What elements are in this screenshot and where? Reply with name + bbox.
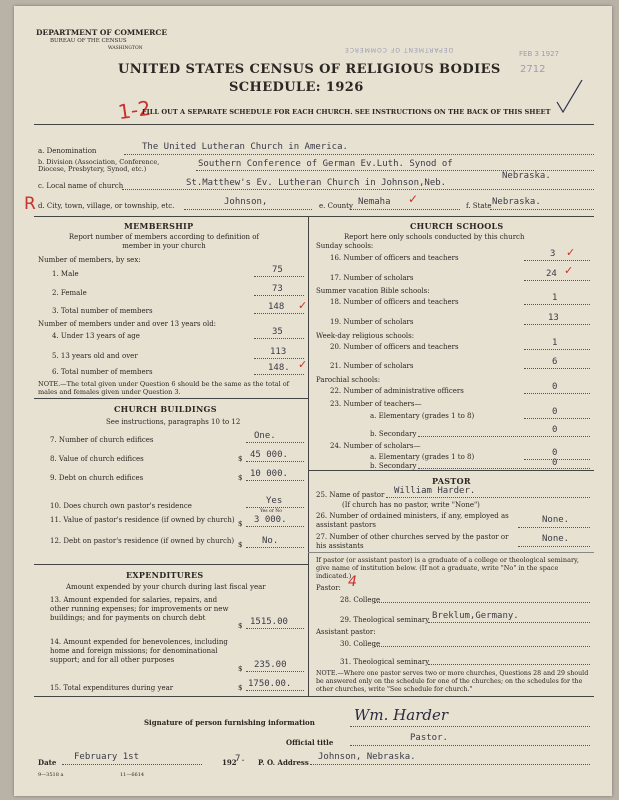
membership-heading: MEMBERSHIP	[124, 221, 194, 231]
red-r-mark: R	[24, 194, 36, 214]
buildings-heading: CHURCH BUILDINGS	[114, 404, 217, 414]
q28-line	[374, 602, 590, 603]
state-line	[490, 209, 594, 210]
expenditures-note: Amount expended by your church during last fiscal year	[66, 583, 266, 591]
q16-value: 3	[550, 249, 556, 259]
pastor-rule	[308, 470, 594, 471]
q31-line	[428, 664, 590, 665]
male-label: 1. Male	[52, 270, 79, 278]
census-schedule-page	[14, 6, 612, 796]
over13-label: 5. 13 years old and over	[52, 352, 138, 360]
local-name-line	[122, 189, 594, 190]
weekday-schools-label: Week-day religious schools:	[316, 332, 415, 340]
county-value: Nemaha	[358, 197, 391, 207]
q8-line	[246, 461, 304, 462]
q31-label: 31. Theological seminary	[340, 658, 430, 666]
q25-line	[386, 497, 590, 498]
center-divider	[308, 216, 309, 696]
signature-label: Signature of person furnishing information	[144, 718, 315, 727]
q12-label: 12. Debt on pastor's residence (if owned by church)	[50, 537, 235, 545]
department-title: DEPARTMENT OF COMMERCE	[36, 28, 168, 37]
q27-label: 27. Number of other churches served by the pastor or his assistants	[316, 533, 509, 550]
membership-footnote: NOTE.—The total given under Question 6 should be the same as the total of males and females given under Question 3.	[38, 380, 290, 396]
q23b-value: 0	[552, 425, 558, 435]
q18-value: 1	[552, 293, 558, 303]
q19-line	[524, 324, 590, 325]
q29-line	[428, 622, 590, 623]
form-title: UNITED STATES CENSUS OF RELIGIOUS BODIES	[118, 62, 501, 77]
q13-line	[246, 628, 304, 629]
membership-note: Report number of members according to definition of member in your church	[68, 233, 260, 250]
q27-value: None.	[542, 534, 570, 544]
total-members-label: 3. Total number of members	[52, 307, 153, 315]
sunday-schools-label: Sunday schools:	[316, 242, 374, 250]
under13-line	[254, 338, 304, 339]
q24a-value: 0	[552, 448, 558, 458]
form-number: 9—3518 a	[38, 772, 64, 778]
po-line	[310, 764, 590, 765]
year-prefix: 192	[222, 758, 237, 767]
parochial-schools-label: Parochial schools:	[316, 376, 381, 384]
q24-label: 24. Number of scholars—	[330, 442, 421, 450]
table-bottom-rule	[34, 696, 594, 697]
header-rule	[34, 124, 594, 125]
po-address-label: P. O. Address	[258, 758, 309, 767]
q18-label: 18. Number of officers and teachers	[330, 298, 459, 306]
under13-label: 4. Under 13 years of age	[52, 332, 140, 340]
q23b-line	[418, 436, 590, 437]
male-line	[254, 276, 304, 277]
q10-label: 10. Does church own pastor's residence	[50, 502, 192, 510]
q11-dollar: $	[238, 520, 243, 528]
q7-label: 7. Number of church edifices	[50, 436, 154, 444]
schools-heading: CHURCH SCHOOLS	[410, 221, 504, 231]
q10-line	[246, 507, 304, 508]
female-value: 73	[272, 284, 283, 294]
graduate-note: If pastor (or assistant pastor) is a graduate of a college or theological seminary, give name of institution below. (If not a graduate, write "No" in the space indicated.)	[316, 556, 579, 580]
q9-label: 9. Debt on church edifices	[50, 474, 144, 482]
summer-schools-label: Summer vacation Bible schools:	[316, 287, 430, 295]
q16-label: 16. Number of officers and teachers	[330, 254, 459, 262]
q26-value: None.	[542, 515, 570, 525]
over13-value: 113	[270, 347, 287, 357]
q20-value: 1	[552, 338, 558, 348]
date-value: February 1st	[74, 752, 140, 762]
q7-value: One.	[254, 431, 276, 441]
q11-label: 11. Value of pastor's residence (if owned by church)	[50, 516, 235, 524]
q26-line	[518, 527, 590, 528]
denomination-line	[124, 154, 594, 155]
q13-value: 1515.00	[250, 617, 288, 627]
total-line	[254, 313, 304, 314]
q19-label: 19. Number of scholars	[330, 318, 414, 326]
bureau-title: BUREAU OF THE CENSUS	[50, 38, 127, 44]
q20-line	[524, 349, 590, 350]
instruction-line: FILL OUT A SEPARATE SCHEDULE FOR EACH CHURCH. SEE INSTRUCTIONS ON THE BACK OF THIS SHEET	[142, 108, 551, 116]
q13-dollar: $	[238, 622, 243, 630]
q27-line	[518, 546, 590, 547]
q24b-line	[418, 468, 590, 469]
total6-line	[254, 374, 304, 375]
q22-line	[524, 393, 590, 394]
pastor-sub-label: Pastor:	[316, 584, 341, 592]
official-title-value: Pastor.	[410, 733, 448, 743]
sex-label: Number of members, by sex:	[38, 256, 141, 264]
division-value-continued: Nebraska.	[502, 171, 551, 181]
q23-label: 23. Number of teachers—	[330, 400, 422, 408]
city-value: Johnson,	[224, 197, 268, 207]
q9-dollar: $	[238, 474, 243, 482]
q20-label: 20. Number of officers and teachers	[330, 343, 459, 351]
q25-label: 25. Name of pastor	[316, 491, 385, 499]
q12-dollar: $	[238, 541, 243, 549]
received-stamp-date: FEB 3 1927	[519, 50, 559, 58]
q12-line	[246, 547, 304, 548]
state-value: Nebraska.	[492, 197, 541, 207]
local-name-label: c. Local name of church	[38, 182, 124, 190]
female-label: 2. Female	[52, 289, 87, 297]
city-town-label: d. City, town, village, or township, etc.	[38, 202, 175, 210]
q30-line	[374, 646, 590, 647]
red-handwritten-mark: 1-2	[116, 95, 153, 125]
q15-dollar: $	[238, 684, 243, 692]
signature: Wm. Harder	[354, 706, 449, 724]
q8-dollar: $	[238, 455, 243, 463]
division-value: Southern Conference of German Ev.Luth. Synod of	[198, 159, 453, 169]
check-mark-icon	[554, 78, 584, 118]
q14-dollar: $	[238, 665, 243, 673]
q23a-line	[524, 418, 590, 419]
q23b-label: b. Secondary	[370, 430, 417, 438]
q25-note: (If church has no pastor, write "None")	[342, 501, 480, 509]
received-stamp-number: 2712	[520, 64, 546, 75]
q15-line	[246, 690, 304, 691]
q17-line	[524, 280, 590, 281]
reversed-stamp-text: DEPARTMENT OF COMMERCE	[344, 46, 454, 53]
signature-line	[350, 726, 590, 727]
female-line	[254, 295, 304, 296]
q21-line	[524, 368, 590, 369]
q25-value: William Harder.	[394, 486, 476, 496]
age-label: Number of members under and over 13 years old:	[38, 320, 217, 328]
denomination-label: a. Denomination	[38, 147, 97, 155]
q29-value: Breklum,Germany.	[432, 611, 519, 621]
po-address-value: Johnson, Nebraska.	[318, 752, 416, 762]
q26-label: 26. Number of ordained ministers, if any, employed as assistant pastors	[316, 512, 509, 529]
pastor-subrule	[308, 552, 594, 553]
male-value: 75	[272, 265, 283, 275]
table-top-rule	[34, 216, 594, 217]
print-number: 11—6614	[120, 772, 145, 778]
q24b-value: 0	[552, 458, 558, 468]
red-check-mark: ✓	[564, 264, 574, 277]
q24b-label: b. Secondary	[370, 462, 417, 470]
q29-label: 29. Theological seminary	[340, 616, 430, 624]
q23a-value: 0	[552, 407, 558, 417]
red-check-mark: ✓	[298, 358, 308, 371]
division-label: b. Division (Association, Conference, Diocese, Presbytery, Synod, etc.)	[38, 158, 160, 173]
yes-or-no-hint: Yes or No	[260, 509, 282, 514]
total-members-value: 148	[268, 302, 285, 312]
q15-value: 1750.00.	[248, 679, 292, 689]
q14-value: 235.00	[254, 660, 287, 670]
q14-line	[246, 671, 304, 672]
date-line	[62, 764, 202, 765]
assistant-pastor-label: Assistant pastor:	[316, 628, 376, 636]
official-title-label: Official title	[286, 738, 334, 747]
q18-line	[524, 304, 590, 305]
q7-line	[246, 442, 304, 443]
q21-label: 21. Number of scholars	[330, 362, 414, 370]
q9-value: 10 000.	[250, 469, 288, 479]
title-line	[350, 745, 590, 746]
buildings-note: See instructions, paragraphs 10 to 12	[106, 418, 241, 426]
q22-label: 22. Number of administrative officers	[330, 387, 464, 395]
expenditures-heading: EXPENDITURES	[126, 570, 204, 580]
over13-line	[254, 358, 304, 359]
q22-value: 0	[552, 382, 558, 392]
q11-line	[246, 526, 304, 527]
red-four-mark: 4	[348, 574, 357, 590]
q17-value: 24	[546, 269, 557, 279]
denomination-value: The United Lutheran Church in America.	[142, 142, 348, 152]
q23a-label: a. Elementary (grades 1 to 8)	[370, 412, 475, 420]
q19-value: 13	[548, 313, 559, 323]
q8-label: 8. Value of church edifices	[50, 455, 144, 463]
local-name-value: St.Matthew's Ev. Lutheran Church in Johnson,Neb.	[186, 178, 447, 188]
red-check-mark: ✓	[298, 299, 308, 312]
city-label: WASHINGTON	[108, 46, 143, 51]
pastor-heading: PASTOR	[432, 476, 471, 486]
schedule-title: SCHEDULE: 1926	[229, 80, 364, 95]
state-label: f. State	[466, 202, 492, 210]
total6-value: 148.	[268, 363, 290, 373]
date-label: Date	[38, 758, 57, 767]
q10-value: Yes	[266, 496, 283, 506]
year-value: 7.	[235, 754, 246, 764]
q8-value: 45 000.	[250, 450, 288, 460]
q14-label: 14. Amount expended for benevolences, including home and foreign missions; for denominational support; and for all other purposes	[50, 638, 228, 664]
red-check-mark: ✓	[566, 246, 576, 259]
q12-value: No.	[262, 536, 279, 546]
city-line	[184, 209, 312, 210]
q11-value: 3 000.	[254, 515, 287, 525]
q15-label: 15. Total expenditures during year	[50, 684, 174, 692]
q13-label: 13. Amount expended for salaries, repairs, and other running expenses; for improvements or new buildings; and for payments on church debt	[50, 596, 229, 622]
q30-label: 30. College	[340, 640, 381, 648]
total6-label: 6. Total number of members	[52, 368, 153, 376]
q17-label: 17. Number of scholars	[330, 274, 414, 282]
q28-label: 28. College	[340, 596, 381, 604]
schools-note: Report here only schools conducted by this church	[344, 233, 525, 241]
expenditures-rule	[34, 564, 308, 565]
q9-line	[246, 480, 304, 481]
red-check-mark: ✓	[408, 192, 419, 206]
buildings-rule	[34, 398, 308, 399]
q21-value: 6	[552, 357, 558, 367]
q16-line	[524, 260, 590, 261]
q24a-label: a. Elementary (grades 1 to 8)	[370, 453, 475, 461]
under13-value: 35	[272, 327, 283, 337]
county-label: e. County	[319, 202, 353, 210]
pastor-footnote: NOTE.—Where one pastor serves two or more churches, Questions 28 and 29 should be answered only on the schedule for one of the churches; on the schedules for the other churches, write "See schedule for church."	[316, 670, 589, 693]
county-line	[350, 209, 460, 210]
